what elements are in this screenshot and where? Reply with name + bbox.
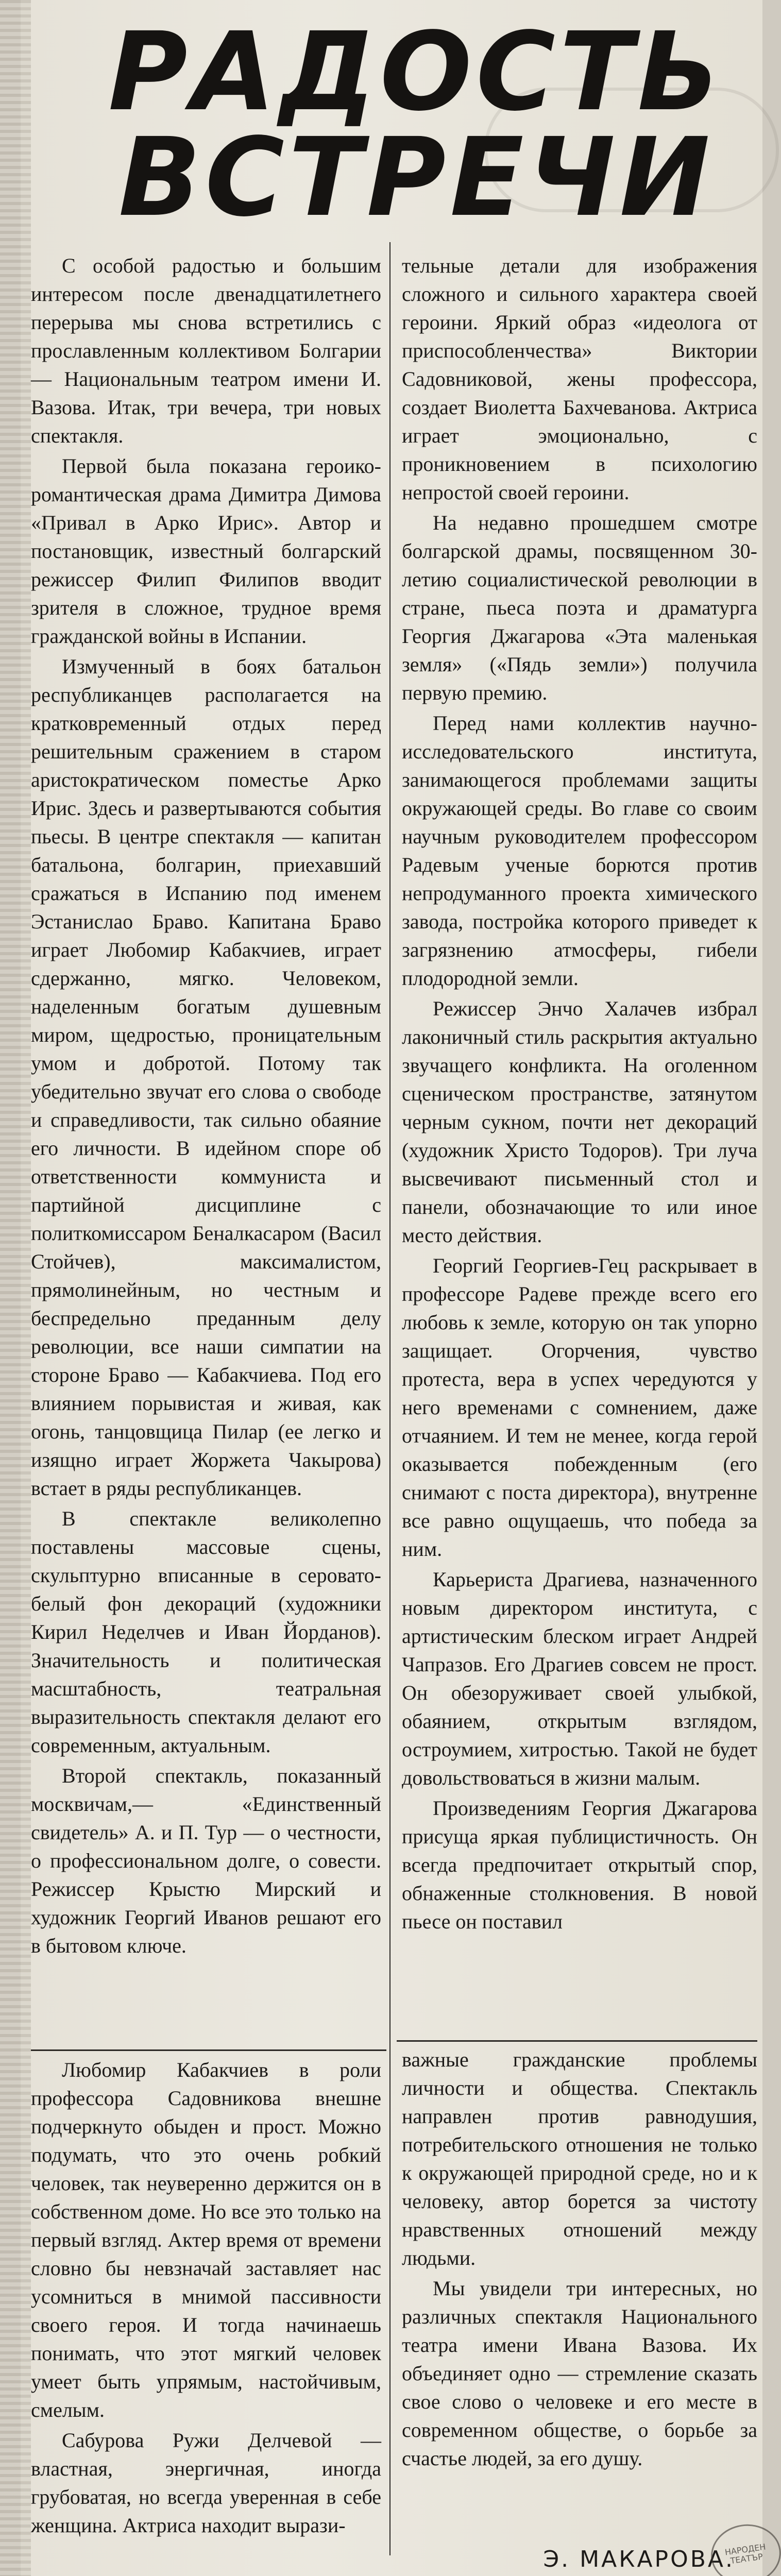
paragraph: Карьериста Драгиева, назначенного новым директором института, с артистическим блеском играет Андрей Чапразов. Его Драгиев совсем не прост. Он обезоруживает своей улыбкой, обаянием, открытым взглядом, остроумием, хитростью. Такой не будет довольствоваться в жизни малым.: [402, 1568, 757, 1789]
article-bottom-right: [402, 2045, 757, 2472]
paragraph: важные гражданские проблемы личности и общества. Спектакль направлен против равнодушия, потребительского отношения не только к окружающей природной среде, но и к человеку, автор борется за чистоту нравственных отношений между людьми.: [402, 2048, 757, 2269]
headline-line-1: РАДОСТЬ: [108, 9, 724, 135]
paragraph: Перед нами коллектив научно-исследовательского института, занимающегося проблемами защиты окружающей среды. Во главе со своим научным руководителем профессором Радевым ученые борются против непродуманного проекта химического завода, постройка которого приведет к загрязнению атмосферы, гибели плодородной земли.: [402, 711, 757, 990]
author-signature: Э. МАКАРОВА.: [543, 2546, 735, 2572]
paragraph: В спектакле великолепно поставлены массовые сцены, скульптурно вписанные в серовато-белый фон декораций (художники Кирил Неделчев и Иван Йорданов). Значительность и политическая масштабность, театральная выразительность спектакля делают его современным, актуальным.: [31, 1507, 381, 1757]
paragraph: тельные детали для изображения сложного и сильного характера своей героини. Яркий образ «идеолога от приспособленчества» Виктории Садовниковой, жены профессора, создает Виолетта Бахчеванова. Актриса играет эмоционально, с проникновением в психологию непростой своей героини.: [402, 254, 757, 504]
column-divider: [389, 242, 390, 2555]
paragraph: Любомир Кабакчиев в роли профессора Садовникова внешне подчеркнуто обыден и прост. Можно подумать, что это очень робкий человек, так неуверенно держится он в собственном доме. Но все это только на первый взгляд. Актер время от времени словно бы невзначай заставляет нас усомниться в мнимой пассивности своего героя. И тогда начинаешь понимать, что этот мягкий человек умеет быть упрямым, настойчивым, смелым.: [31, 2058, 381, 2421]
paragraph: Произведениям Георгия Джагарова присуща яркая публицистичность. Он всегда предпочитает открытый спор, обнаженные столкновения. В новой пьесе он поставил: [402, 1797, 757, 1933]
paragraph: Георгий Георгиев-Гец раскрывает в профессоре Радеве прежде всего его любовь к земле, которую он так упорно защищает. Огорчения, чувство протеста, вера в успех чередуются у него временами с сомнением, даже отчаянием. И тем не менее, когда герой оказывается побежденным (его снимают с поста директора), внутренне все равно ощущаешь, что победа за ним.: [402, 1254, 757, 1561]
article-bottom-left: [31, 2056, 381, 2539]
article-right-column: [402, 251, 757, 1936]
headline: [62, 9, 724, 241]
headline-line-2: ВСТРЕЧИ: [118, 114, 715, 241]
torn-edge: [0, 0, 31, 2576]
paragraph: Сабурова Ружи Делчевой — властная, энергичная, иногда грубоватая, но всегда уверенная в себе женщина. Актриса находит вырази-: [31, 2429, 381, 2537]
paragraph: С особой радостью и большим интересом после двенадцатилетнего перерыва мы снова встретились с прославленным коллективом Болгарии — Национальным театром имени И. Вазова. Итак, три вечера, три новых спектакля.: [31, 254, 381, 447]
paragraph: На недавно прошедшем смотре болгарской драмы, посвященном 30-летию социалистической революции в стране, пьеса поэта и драматурга Георгия Джагарова «Эта маленькая земля» («Пядь земли») получила первую премию.: [402, 511, 757, 704]
right-section-divider: [397, 2040, 757, 2042]
left-section-divider: [31, 2049, 386, 2051]
theatre-stamp-watermark: НАРОДЕН ТЕАТЪР: [707, 2520, 781, 2576]
paragraph: Первой была показана героико-романтическая драма Димитра Димова «Привал в Арко Ирис». Автор и постановщик, известный болгарский режиссер Филип Филипов вводит зрителя в сложное, трудное время гражданской войны в Испании.: [31, 454, 381, 648]
paragraph: Мы увидели три интересных, но различных спектакля Национального театра имени Ивана Вазова. Их объединяет одно — стремление сказать свое слово о человеке и его месте в современном обществе, о борьбе за счастье людей, за его душу.: [402, 2277, 757, 2470]
paragraph: Второй спектакль, показанный москвичам,— «Единственный свидетель» А. и П. Тур — о честности, о профессиональном долге, о совести. Режиссер Крыстю Мирский и художник Георгий Иванов решают его в бытовом ключе.: [31, 1764, 381, 1957]
paragraph: Режиссер Энчо Халачев избрал лаконичный стиль раскрытия актуально звучащего конфликта. На оголенном сценическом пространстве, затянутом черным сукном, почти нет декораций (художник Христо Тодоров). Три луча высвечивают письменный стол и панели, обозначающие то или иное место действия.: [402, 997, 757, 1247]
article-left-column: [31, 251, 381, 1960]
paragraph: Измученный в боях батальон республиканцев располагается на кратковременный отдых перед решительным сражением в старом аристократическом поместье Арко Ирис. Здесь и развертываются события пьесы. В центре спектакля — капитан батальона, болгарин, приехавший сражаться в Испанию под именем Эстанислао Браво. Капитана Браво играет Любомир Кабакчиев, играет сдержанно, мягко. Человеком, наделенным богатым душевным миром, щедростью, проницательным умом и добротой. Потому так убедительно звучат его слова о свободе и справедливости, так сильно обаяние его личности. В идейном споре об ответственности коммуниста и партийной дисциплине с политкомиссаром Беналкасаром (Васил Стойчев), максималистом, прямолинейным, но честным и беспредельно преданным делу революции, все наши симпатии на стороне Браво — Кабакчиева. Под его влиянием порывистая и живая, как огонь, танцовщица Пилар (ее легко и изящно играет Жоржета Чакырова) встает в ряды республиканцев.: [31, 655, 381, 1500]
